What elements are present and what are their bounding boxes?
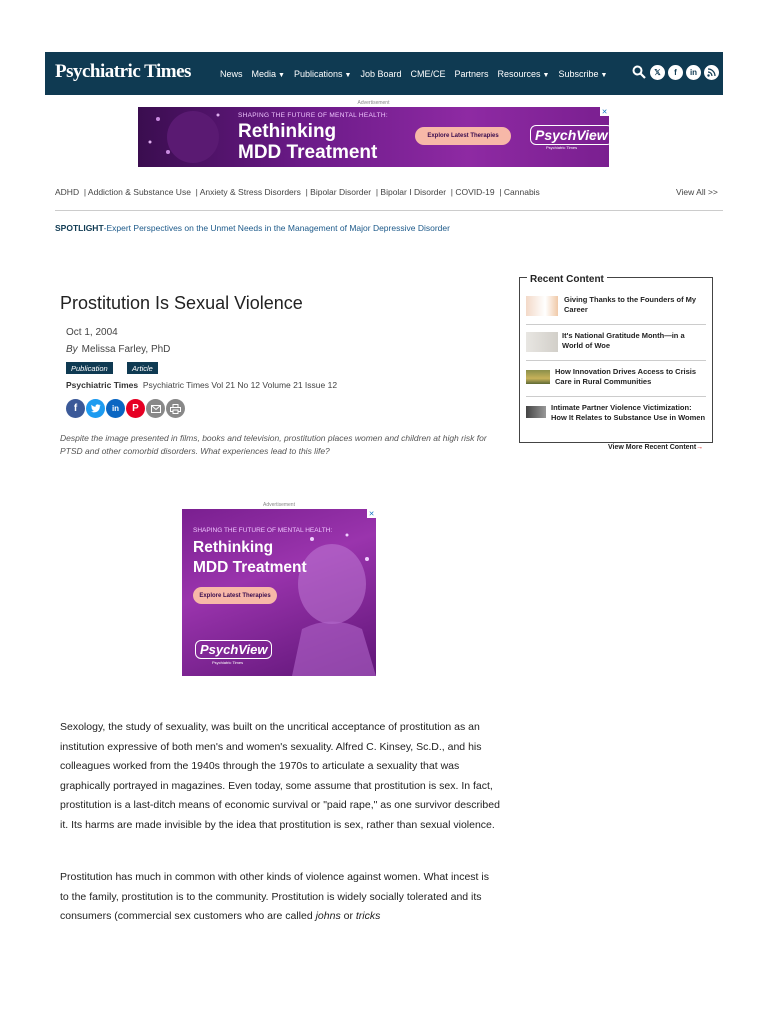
ad-label: Advertisement [357, 100, 390, 106]
topic-link[interactable]: Addiction & Substance Use [87, 187, 191, 197]
ad-brand-logo: PsychView [530, 125, 609, 145]
nav-item-subscribe[interactable]: Subscribe ▼ [558, 68, 608, 79]
site-logo[interactable]: Psychiatric Times [55, 61, 191, 82]
facebook-icon[interactable]: f [66, 399, 85, 418]
recent-item[interactable]: How Innovation Drives Access to Crisis Care in Rural Communities [526, 362, 706, 397]
ad-brand-logo: PsychView [195, 640, 272, 659]
ad-close-icon[interactable]: ✕ [601, 108, 608, 116]
linkedin-icon[interactable]: in [106, 399, 125, 418]
topic-link[interactable]: ADHD [55, 187, 80, 197]
topic-link[interactable]: Bipolar Disorder [310, 187, 372, 197]
arrow-right-icon: → [696, 444, 704, 451]
ad-cta-button[interactable]: Explore Latest Therapies [415, 127, 511, 145]
recent-content-title: Recent Content [527, 274, 607, 285]
twitter-icon[interactable] [86, 399, 105, 418]
publication-link[interactable]: Psychiatric Times [66, 380, 139, 390]
view-more-recent-link[interactable]: View More Recent Content→ [608, 444, 704, 451]
tag-publication[interactable]: Publication [66, 362, 113, 374]
nav-item-media[interactable]: Media ▼ [251, 68, 285, 79]
byline: By Melissa Farley, PhD [66, 344, 171, 355]
email-icon[interactable] [146, 399, 165, 418]
nav-item-publications[interactable]: Publications ▼ [293, 68, 352, 79]
site-header [45, 52, 723, 95]
chevron-down-icon: ▼ [600, 71, 608, 79]
facebook-icon[interactable]: f [668, 65, 683, 80]
topic-link[interactable]: COVID-19 [455, 187, 495, 197]
topic-link[interactable]: Cannabis [503, 187, 540, 197]
inline-ad[interactable]: SHAPING THE FUTURE OF MENTAL HEALTH: Rethinking MDD Treatment Explore Latest Therapies PsychView Psychiatric Times ✕ [182, 509, 376, 676]
main-nav [220, 52, 616, 95]
print-icon[interactable] [166, 399, 185, 418]
share-bar [66, 399, 185, 418]
x-icon[interactable]: 𝕏 [650, 65, 665, 80]
recent-item[interactable]: Giving Thanks to the Founders of My Career [526, 290, 706, 325]
ad-label: Advertisement [263, 502, 295, 508]
nav-item-resources[interactable]: Resources ▼ [497, 68, 550, 79]
chevron-down-icon: ▼ [278, 71, 285, 79]
nav-item-cme-ce[interactable]: CME/CE [410, 68, 446, 79]
author-link[interactable]: Melissa Farley, PhD [81, 344, 171, 355]
topic-links: ADHD | Addiction & Substance Use | Anxiety & Stress Disorders | Bipolar Disorder | Bipolar I Disorder | COVID-19 | Cannabis [55, 187, 540, 197]
topic-link[interactable]: Bipolar I Disorder [380, 187, 447, 197]
publication-info: Psychiatric Times Psychiatric Times Vol 21 No 12 Volume 21 Issue 12 [66, 380, 338, 390]
article-title: Prostitution Is Sexual Violence [60, 293, 303, 313]
rss-icon[interactable] [704, 65, 719, 80]
article-paragraph: Sexology, the study of sexuality, was built on the uncritical acceptance of prostitution as an institution expressive of both men's and women's sexuality. Alfred C. Kinsey, Sc.D., and his colleagues worked from the 1940s through the 1970s to articulate a sexuality that was graphically portrayed in magazines. Even today, some assume that prostitution is sex. In fact, prostitution is a last-ditch means of economic survival or "paid rape," as one survivor described it. Its harms are made invisible by the idea that prostitution is sex, rather than sexual violence. [60, 721, 500, 831]
nav-item-job-board[interactable]: Job Board [360, 68, 402, 79]
chevron-down-icon: ▼ [344, 71, 352, 79]
topic-link[interactable]: Anxiety & Stress Disorders [199, 187, 301, 197]
chevron-down-icon: ▼ [542, 71, 550, 79]
nav-item-partners[interactable]: Partners [454, 68, 489, 79]
article-summary: Despite the image presented in films, books and television, prostitution places women and children at high risk for PTSD and other comorbid disorders. What experiences lead to this life? [60, 433, 487, 456]
thumbnail [526, 370, 550, 384]
top-banner-ad[interactable]: SHAPING THE FUTURE OF MENTAL HEALTH: Rethinking MDD Treatment Explore Latest Therapies PsychView Psychiatric Times ✕ [138, 107, 609, 167]
article-paragraph: Prostitution has much in common with other kinds of violence against women. What incest is to the family, prostitution is to the community. Prostitution is widely socially tolerated and its consumers (commercial sex customers who are called johns or tricks [60, 871, 489, 922]
search-icon[interactable] [631, 64, 647, 80]
thumbnail [526, 332, 558, 352]
ad-head-graphic [138, 107, 238, 167]
divider [55, 210, 723, 211]
recent-item[interactable]: Intimate Partner Violence Victimization: How It Relates to Substance Use in Women [526, 398, 706, 436]
pinterest-icon[interactable]: P [126, 399, 145, 418]
recent-item[interactable]: It's National Gratitude Month—in a World of Woe [526, 326, 706, 361]
spotlight-link[interactable]: SPOTLIGHT-Expert Perspectives on the Unmet Needs in the Management of Major Depressive Disorder [55, 223, 450, 233]
thumbnail [526, 296, 558, 316]
nav-item-news[interactable]: News [220, 68, 243, 79]
ad-close-icon[interactable]: ✕ [368, 510, 375, 518]
view-all-topics-link[interactable]: View All >> [676, 187, 718, 197]
tag-article[interactable]: Article [127, 362, 158, 374]
ad-cta-button[interactable]: Explore Latest Therapies [193, 587, 277, 604]
header-icons [631, 64, 719, 80]
article-date: Oct 1, 2004 [66, 327, 118, 338]
recent-content-box [519, 274, 713, 443]
linkedin-icon[interactable]: in [686, 65, 701, 80]
thumbnail [526, 406, 546, 418]
